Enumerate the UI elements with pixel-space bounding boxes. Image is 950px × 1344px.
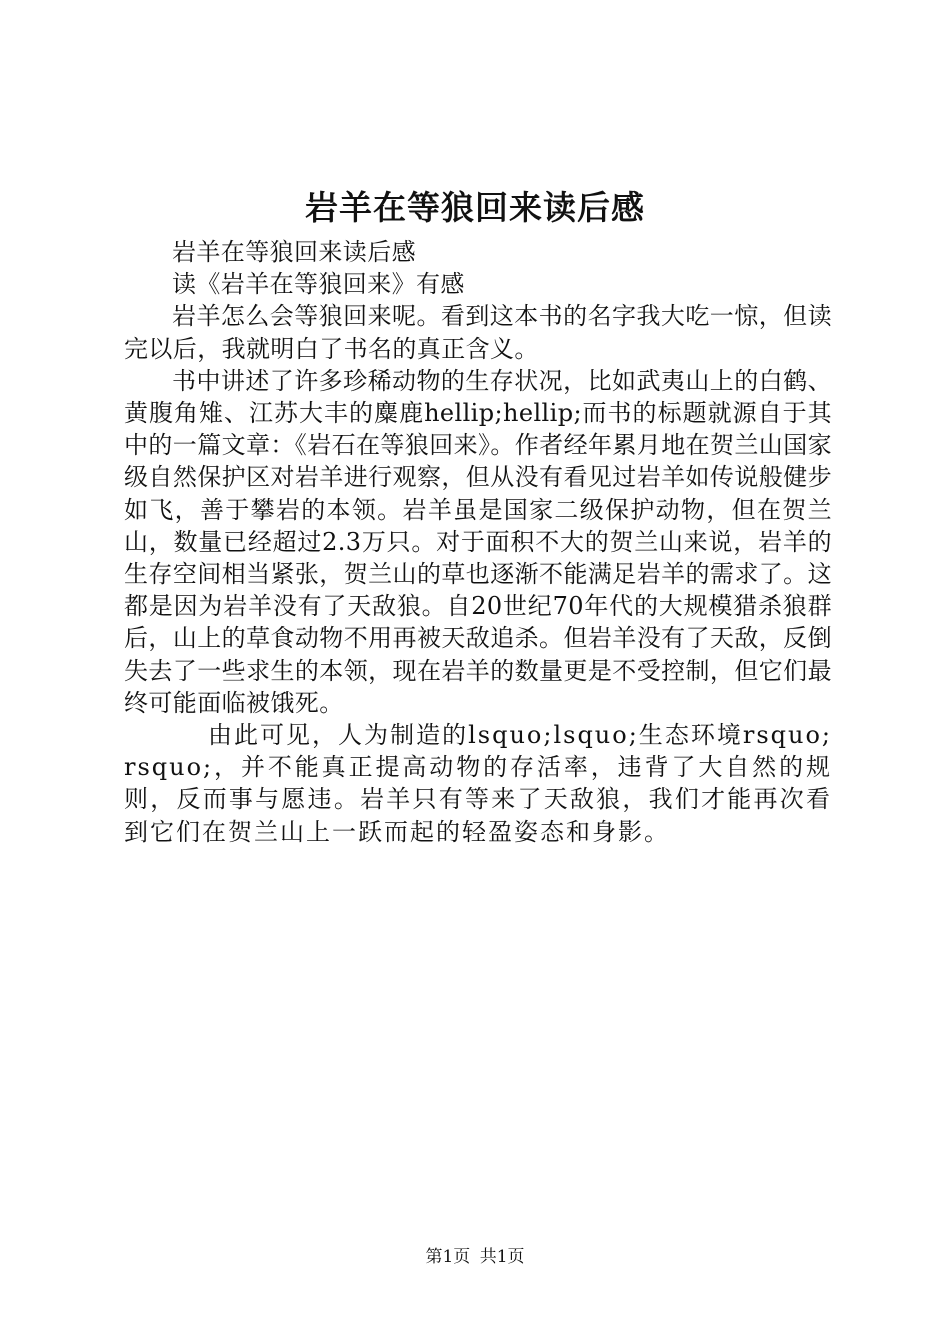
paragraph-heading: 读《岩羊在等狼回来》有感 — [172, 270, 465, 299]
document-title: 岩羊在等狼回来读后感 — [305, 188, 645, 227]
paragraph-main: 书中讲述了许多珍稀动物的生存状况，比如武夷山上的白鹤、黄腹角雉、江苏大丰的麋鹿hellip;hellip;而书的标题就源自于其中的一篇文章：《岩石在等狼回来》。作者经年累月地在贺兰山国家级自然保护区对岩羊进行观察，但从没有看见过岩羊如传说般健步如飞，善于攀岩的本领。岩羊虽是国家二级保护动物，但在贺兰山，数量已经超过2.3万只。对于面积不大的贺兰山来说，岩羊的生存空间相当紧张，贺兰山的草也逐渐不能满足岩羊的需求了。这都是因为岩羊没有了天敌狼。自20世纪70年代的大规模猎杀狼群后，山上的草食动物不用再被天敌追杀。但岩羊没有了天敌，反倒失去了一些求生的本领，现在岩羊的数量更是不受控制，但它们最终可能面临被饿死。 — [124, 366, 832, 717]
paragraph-conclusion: 由此可见，人为制造的lsquo;lsquo;生态环境rsquo;rsquo;，并不能真正提高动物的存活率，违背了大自然的规则，反而事与愿违。岩羊只有等来了天敌狼，我们才能再次看到它们在贺兰山上一跃而起的轻盈姿态和身影。 — [124, 721, 832, 846]
paragraph-intro: 岩羊怎么会等狼回来呢。看到这本书的名字我大吃一惊，但读完以后，我就明白了书名的真正含义。 — [124, 302, 832, 363]
page-total: 共1页 — [479, 1247, 525, 1267]
page-number: 第1页 — [425, 1247, 471, 1267]
page-footer — [0, 1245, 950, 1269]
paragraph-subtitle: 岩羊在等狼回来读后感 — [172, 238, 416, 266]
document-body — [124, 236, 832, 848]
